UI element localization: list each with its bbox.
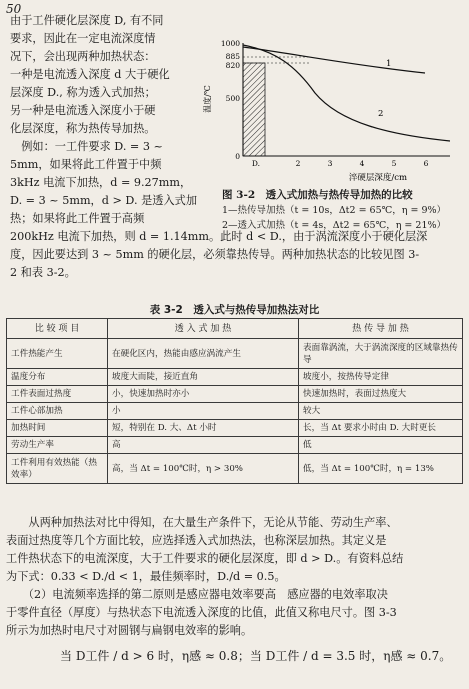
table-cell: 小，快速加热时亦小 <box>108 386 299 403</box>
text-line: 200kHz 电流下加热，则 d = 1.14mm。此时 d < D.，由于涡流深度小于硬化层深 <box>10 230 428 243</box>
y-tick-label: 0 <box>235 152 240 161</box>
table-title: 表 3-2 透入式与热传导加热法对比 <box>149 304 320 316</box>
table-cell: 低，当 Δt = 100℃时，η = 13% <box>299 454 463 484</box>
table-row <box>7 339 463 369</box>
table-cell: 长，当 Δt 要求小时由 D. 大时更长 <box>299 420 463 437</box>
text-line: 化层深度，称为热传导加热。 <box>10 122 156 135</box>
text-line: 一种是电流透入深度 d 大于硬化 <box>10 68 170 81</box>
text-line: 从两种加热法对比中得知，在大量生产条件下，无论从节能、劳动生产率、 <box>6 516 398 529</box>
caption-line: 1—热传导加热（t = 10s，Δt2 = 65℃，η = 9%） <box>222 205 447 216</box>
text-line: 例如：一工件要求 D. = 3 ~ <box>10 140 163 153</box>
text-line: 表面过热度等几个方面比较，应选择透入式加热法，也称深层加热。其定义是 <box>6 534 387 547</box>
formula-line: 当 D工件 / d > 6 时，η感 ≈ 0.8；当 D工件 / d = 3.5 时，η感 ≈ 0.7。 <box>60 649 452 663</box>
text-line: 度，因此要达到 3 ~ 5mm 的硬化层，必须靠热传导。两种加热状态的比较见图 3- <box>10 248 420 261</box>
text-line: 3kHz 电流下加热，d = 9.27mm， <box>10 176 192 189</box>
table-cell: 在硬化区内，热能由感应涡流产生 <box>108 339 299 369</box>
x-tick-label: 5 <box>391 159 397 168</box>
y-tick-label: 820 <box>225 61 240 70</box>
x-tick-label: 4 <box>359 159 365 168</box>
x-tick-label: 3 <box>327 159 333 168</box>
text-line: 另一种是电流透入深度小于硬 <box>10 104 156 117</box>
table-cell: 工件热能产生 <box>7 339 108 369</box>
table-row <box>7 369 463 386</box>
text-line: 层深度 D., 称为透入式加热； <box>10 86 156 99</box>
table-cell: 劳动生产率 <box>7 437 108 454</box>
table-row <box>7 437 463 454</box>
table-cell: 工件表面过热度 <box>7 386 108 403</box>
curve-1-line <box>243 47 425 73</box>
text-line: 要求，因此在一定电流深度情 <box>10 32 156 45</box>
table-cell: 高 <box>108 437 299 454</box>
x-tick-label: 6 <box>423 159 429 168</box>
comparison-table <box>6 318 463 484</box>
curve-2-label: 2 <box>378 109 384 119</box>
curve-1-label: 1 <box>386 59 392 69</box>
y-tick-label: 500 <box>225 94 240 103</box>
text-line: 况下，会出现两种加热状态： <box>10 50 156 63</box>
y-axis-label: 温度/℃ <box>203 85 212 113</box>
y-tick-label: 1000 <box>220 39 240 48</box>
text-line: 由于工件硬化层深度 D, 有不同 <box>10 14 164 27</box>
table-cell: 高，当 Δt = 100℃时，η > 30% <box>108 454 299 484</box>
text-line: 为下式：0.33 < D./d < 1，最佳频率时，D./d = 0.5。 <box>6 570 286 583</box>
text-line: （2）电流频率选择的第二原则是感应器电效率要高 感应器的电效率取决 <box>6 588 388 601</box>
x-axis-label: 淬硬层深度/cm <box>348 173 408 183</box>
column-header: 热 传 导 加 热 <box>299 319 463 339</box>
x-tick-label: 2 <box>295 159 301 168</box>
table-header-row <box>7 319 463 339</box>
text-line: 2 和表 3-2。 <box>10 266 76 279</box>
table-row <box>7 403 463 420</box>
table-cell: 工件心部加热 <box>7 403 108 420</box>
table-row <box>7 420 463 437</box>
curve-2-line <box>243 45 450 141</box>
table-cell: 坡度大而陡，接近直角 <box>108 369 299 386</box>
text-line: 工件热状态下的电流深度，大于工件要求的硬化层深度，即 d > D.。有资料总结 <box>6 552 404 565</box>
text-line: 于零件直径（厚度）与热状态下电流透入深度的比值，此值又称电尺寸。图 3-3 <box>6 606 397 619</box>
caption-line: 2—透入式加热（t = 4s，Δt2 = 65℃，η = 21%） <box>222 220 447 231</box>
figure-caption <box>222 188 446 233</box>
text-line: 5mm，如果将此工件置于中频 <box>10 158 162 171</box>
text-line: 热；如果将此工件置于高频 <box>10 212 145 225</box>
figure-3-2-chart <box>200 35 462 185</box>
caption-title: 图 3-2 透入式加热与热传导加热的比较 <box>222 189 413 201</box>
column-header: 比 较 项 目 <box>7 319 108 339</box>
page-number: 50 <box>6 2 22 16</box>
table-row <box>7 454 463 484</box>
table-cell: 加热时间 <box>7 420 108 437</box>
table-cell: 低 <box>299 437 463 454</box>
hatched-zone <box>243 63 265 156</box>
table-cell: 较大 <box>299 403 463 420</box>
table-cell: 坡度小，按热传导定律 <box>299 369 463 386</box>
y-tick-label: 885 <box>225 52 240 61</box>
table-row <box>7 386 463 403</box>
x-marker-label: D. <box>251 159 261 168</box>
text-line: 所示为加热时电尺寸对圆钢与扁钢电效率的影响。 <box>6 624 253 637</box>
table-cell: 短，特别在 D. 大、Δt 小时 <box>108 420 299 437</box>
table-cell: 工件利用有效热能（热效率） <box>7 454 108 484</box>
table-cell: 表面靠涡流，大于涡流深度的区域靠热传导 <box>299 339 463 369</box>
table-cell: 快速加热时，表面过热度大 <box>299 386 463 403</box>
table-cell: 温度分布 <box>7 369 108 386</box>
table-cell: 小 <box>108 403 299 420</box>
column-header: 透 入 式 加 热 <box>108 319 299 339</box>
text-line: D. = 3 ~ 5mm，d > D. 是透入式加 <box>10 194 198 207</box>
